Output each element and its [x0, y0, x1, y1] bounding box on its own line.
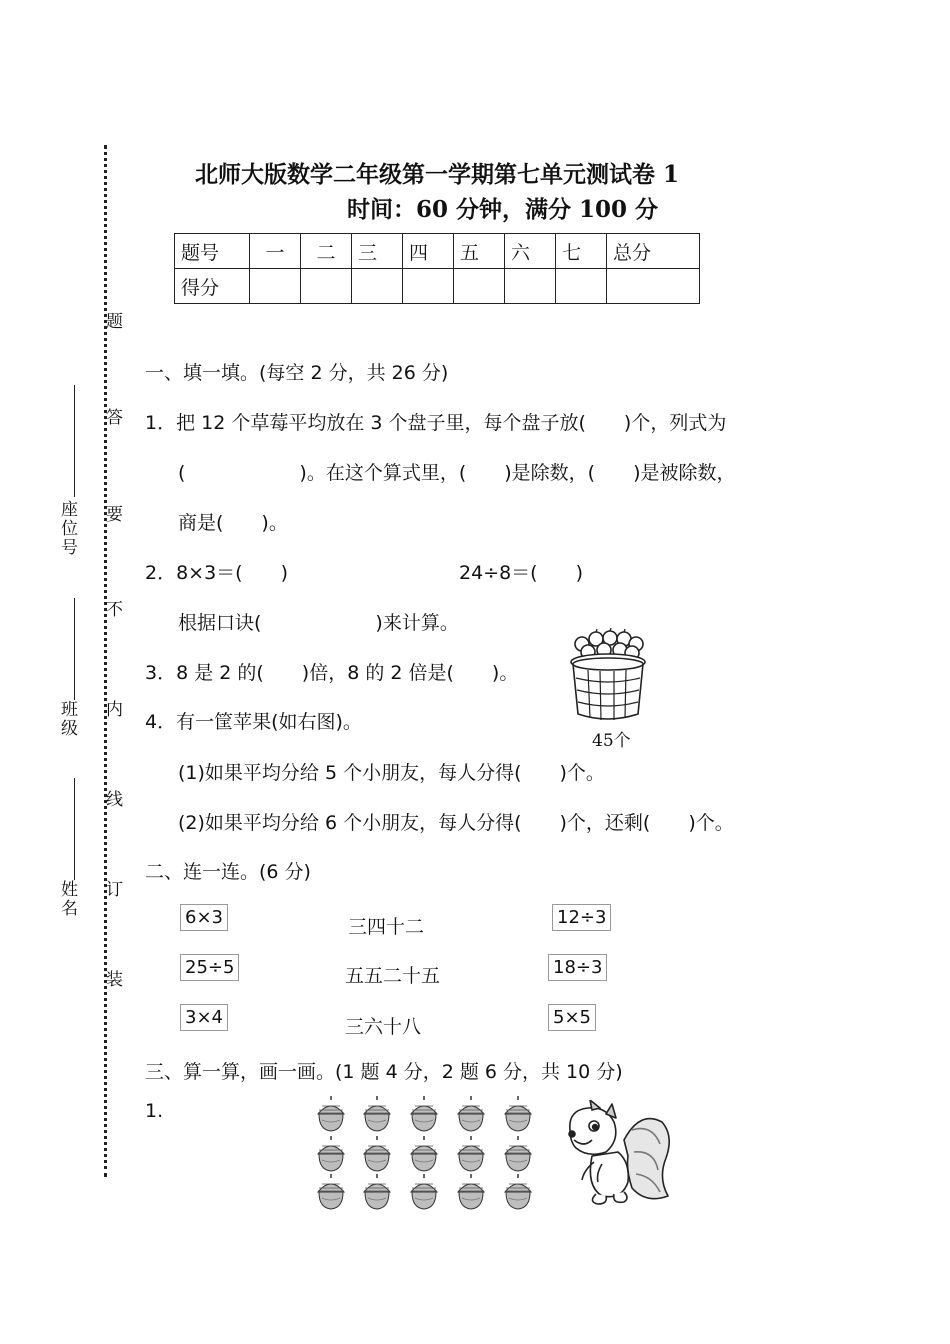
score-input-cell[interactable] [352, 269, 403, 304]
binding-char: 线 [102, 790, 122, 809]
binding-char: 订 [102, 880, 122, 899]
class-underline [74, 598, 75, 700]
squirrel-image [562, 1100, 674, 1208]
binding-char: 不 [102, 600, 122, 619]
seat-underline [74, 385, 75, 497]
table-cell: 五 [454, 234, 505, 269]
table-cell: 三 [352, 234, 403, 269]
match-right-3[interactable]: 5×5 [548, 1004, 596, 1031]
match-right-2[interactable]: 18÷3 [548, 954, 607, 981]
section3-question-1: 1. [145, 1100, 164, 1122]
question-2b: 24÷8＝( ) [459, 562, 584, 584]
table-cell: 四 [403, 234, 454, 269]
table-row [175, 234, 700, 269]
name-label: 姓名 [57, 880, 77, 918]
question-4: 4．有一筐苹果(如右图)。 [145, 711, 362, 733]
acorn-icon [318, 1174, 531, 1209]
question-2-line2: 根据口诀( )来计算。 [178, 612, 459, 634]
question-1-line1: 1．把 12 个草莓平均放在 3 个盘子里，每个盘子放( )个，列式为 [145, 412, 727, 434]
acorn-icon [318, 1096, 531, 1131]
score-input-cell[interactable] [556, 269, 607, 304]
score-input-cell[interactable] [301, 269, 352, 304]
acorn-grid-image [312, 1094, 542, 1214]
table-cell: 总分 [607, 234, 700, 269]
binding-char: 内 [102, 700, 122, 719]
table-cell: 题号 [175, 234, 250, 269]
score-input-cell[interactable] [250, 269, 301, 304]
binding-char: 要 [102, 505, 122, 524]
question-4-1: (1)如果平均分给 5 个小朋友，每人分得( )个。 [178, 762, 605, 784]
section1-heading: 一、填一填。(每空 2 分，共 26 分) [145, 362, 449, 384]
match-left-3[interactable]: 3×4 [180, 1004, 228, 1031]
match-middle-3[interactable]: 三六十八 [345, 1016, 422, 1038]
match-left-1[interactable]: 6×3 [180, 904, 228, 931]
apple-basket-image [568, 628, 648, 726]
section3-heading: 三、算一算，画一画。(1 题 4 分，2 题 6 分，共 10 分) [145, 1061, 623, 1083]
binding-char: 装 [102, 970, 122, 989]
binding-dotted-line [104, 145, 107, 1177]
acorn-icon [318, 1136, 531, 1171]
question-3: 3．8 是 2 的( )倍，8 的 2 倍是( )。 [145, 662, 519, 684]
match-right-1[interactable]: 12÷3 [552, 904, 611, 931]
name-underline [74, 778, 75, 880]
table-cell: 六 [505, 234, 556, 269]
binding-char: 题 [102, 312, 122, 331]
question-1-line2: ( )。在这个算式里，( )是除数，( )是被除数， [178, 462, 736, 484]
question-1-line3: 商是( )。 [178, 512, 288, 534]
section2-heading: 二、连一连。(6 分) [145, 861, 311, 883]
basket-label: 45个 [592, 731, 631, 751]
class-label: 班级 [57, 700, 77, 738]
table-cell: 一 [250, 234, 301, 269]
score-input-cell[interactable] [403, 269, 454, 304]
match-middle-2[interactable]: 五五二十五 [345, 965, 441, 987]
table-cell: 七 [556, 234, 607, 269]
page-subtitle: 时间：60 分钟，满分 100 分 [347, 196, 659, 223]
table-row [175, 269, 700, 304]
score-input-cell[interactable] [607, 269, 700, 304]
table-cell: 二 [301, 234, 352, 269]
seat-label: 座位号 [57, 500, 77, 557]
score-input-cell[interactable] [505, 269, 556, 304]
table-cell: 得分 [175, 269, 250, 304]
question-2a: 2．8×3＝( ) [145, 562, 289, 584]
question-4-2: (2)如果平均分给 6 个小朋友，每人分得( )个，还剩( )个。 [178, 812, 734, 834]
page-title: 北师大版数学二年级第一学期第七单元测试卷 1 [195, 161, 680, 188]
binding-char: 答 [102, 408, 122, 427]
score-table [174, 233, 700, 304]
match-middle-1[interactable]: 三四十二 [348, 916, 425, 938]
score-input-cell[interactable] [454, 269, 505, 304]
match-left-2[interactable]: 25÷5 [180, 954, 239, 981]
